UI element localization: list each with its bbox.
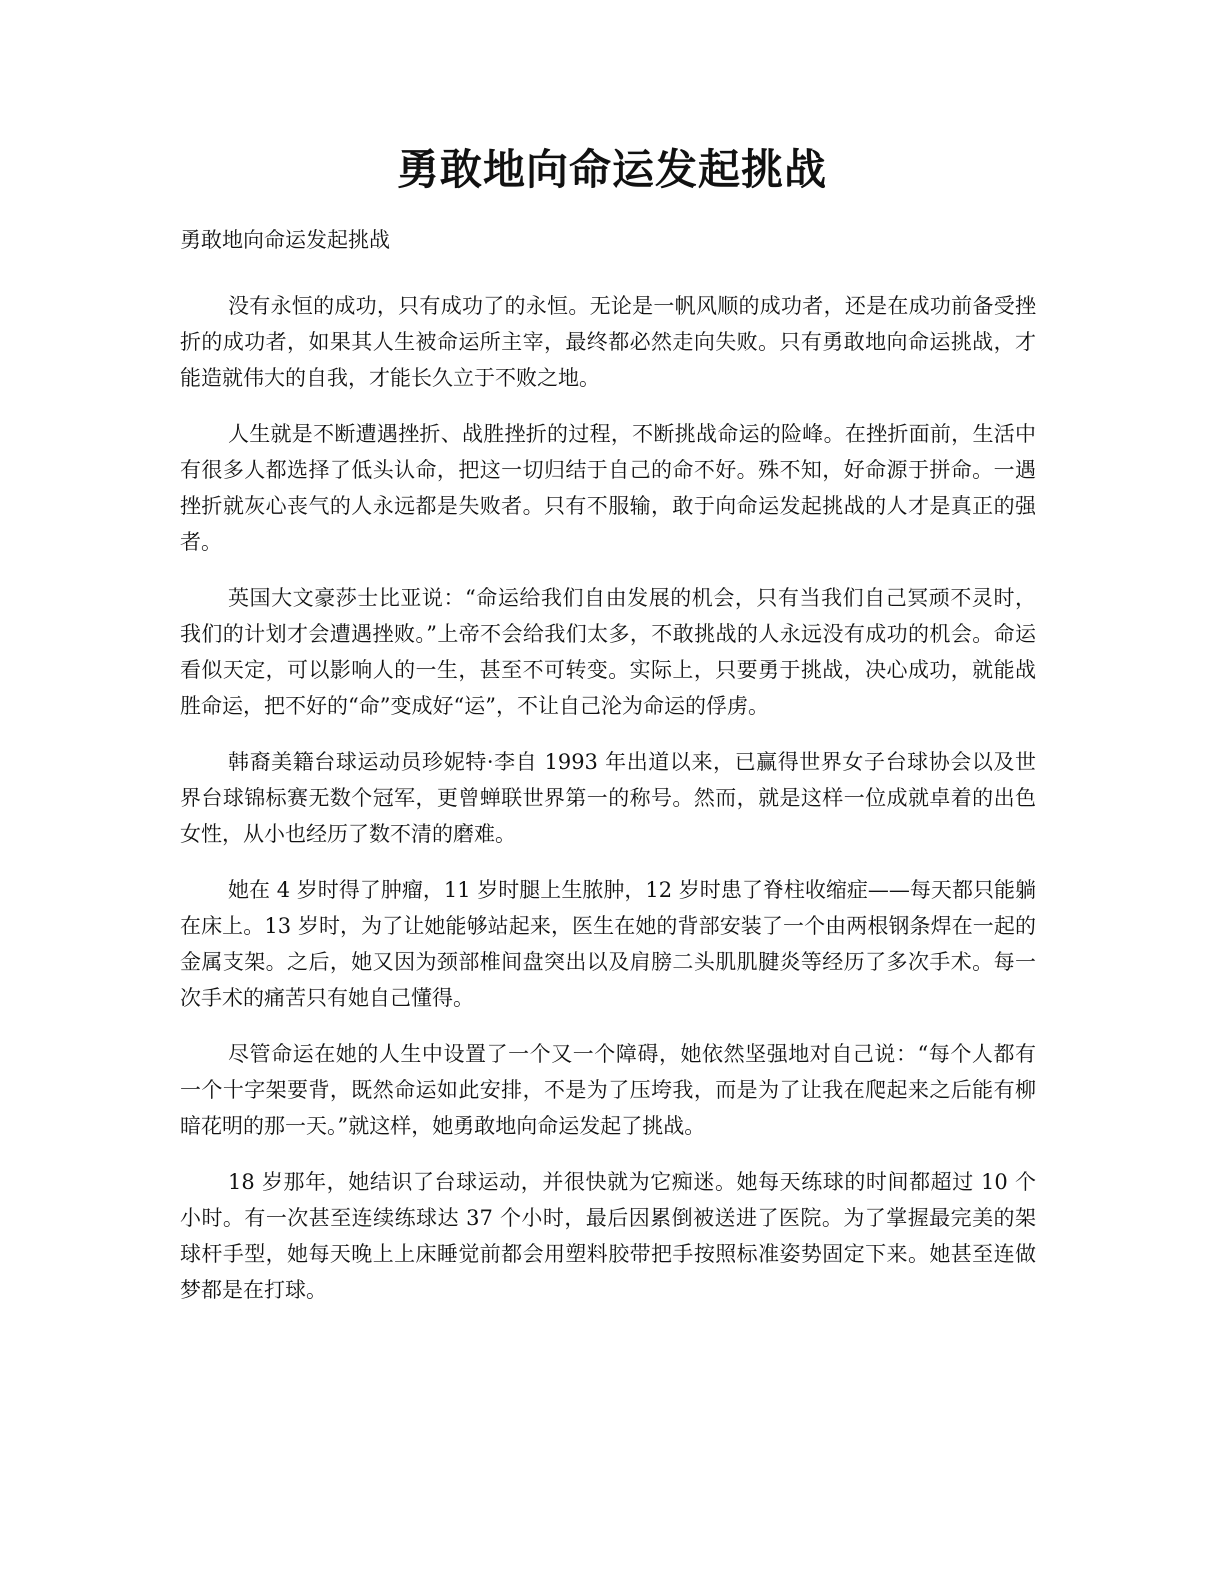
- document-title: 勇敢地向命运发起挑战: [396, 145, 827, 194]
- paragraph-3: 英国大文豪莎士比亚说：“命运给我们自由发展的机会，只有当我们自己冥顽不灵时，我们的计划才会遭遇挫败。”上帝不会给我们太多，不敢挑战的人永远没有成功的机会。命运看似天定，可以影响人的一生，甚至不可转变。实际上，只要勇于挑战，决心成功，就能战胜命运，把不好的“命”变成好“运”，不让自己沦为命运的俘虏。: [180, 586, 1036, 718]
- paragraph-1: 没有永恒的成功，只有成功了的永恒。无论是一帆风顺的成功者，还是在成功前备受挫折的成功者，如果其人生被命运所主宰，最终都必然走向失败。只有勇敢地向命运挑战，才能造就伟大的自我，才能长久立于不败之地。: [180, 294, 1036, 390]
- paragraph-2: 人生就是不断遭遇挫折、战胜挫折的过程，不断挑战命运的险峰。在挫折面前，生活中有很多人都选择了低头认命，把这一切归结于自己的命不好。殊不知，好命源于拼命。一遇挫折就灰心丧气的人永远都是失败者。只有不服输，敢于向命运发起挑战的人才是真正的强者。: [180, 422, 1036, 554]
- paragraph-6: 尽管命运在她的人生中设置了一个又一个障碍，她依然坚强地对自己说：“每个人都有一个十字架要背，既然命运如此安排，不是为了压垮我，而是为了让我在爬起来之后能有柳暗花明的那一天。”就这样，她勇敢地向命运发起了挑战。: [180, 1042, 1036, 1138]
- paragraph-7: 18 岁那年，她结识了台球运动，并很快就为它痴迷。她每天练球的时间都超过 10 个小时。有一次甚至连续练球达 37 个小时，最后因累倒被送进了医院。为了掌握最完美的架球杆手型，她每天晚上上床睡觉前都会用塑料胶带把手按照标准姿势固定下来。她甚至连做梦都是在打球。: [180, 1170, 1036, 1302]
- paragraph-4: 韩裔美籍台球运动员珍妮特·李自 1993 年出道以来，已赢得世界女子台球协会以及世界台球锦标赛无数个冠军，更曾蝉联世界第一的称号。然而，就是这样一位成就卓着的出色女性，从小也经历了数不清的磨难。: [180, 750, 1036, 846]
- paragraph-5: 她在 4 岁时得了肿瘤，11 岁时腿上生脓肿，12 岁时患了脊柱收缩症——每天都只能躺在床上。13 岁时，为了让她能够站起来，医生在她的背部安装了一个由两根钢条焊在一起的金属支架。之后，她又因为颈部椎间盘突出以及肩膀二头肌肌腱炎等经历了多次手术。每一次手术的痛苦只有她自己懂得。: [180, 878, 1036, 1010]
- document-subtitle: 勇敢地向命运发起挑战: [180, 228, 390, 252]
- document-body: [180, 222, 1036, 1328]
